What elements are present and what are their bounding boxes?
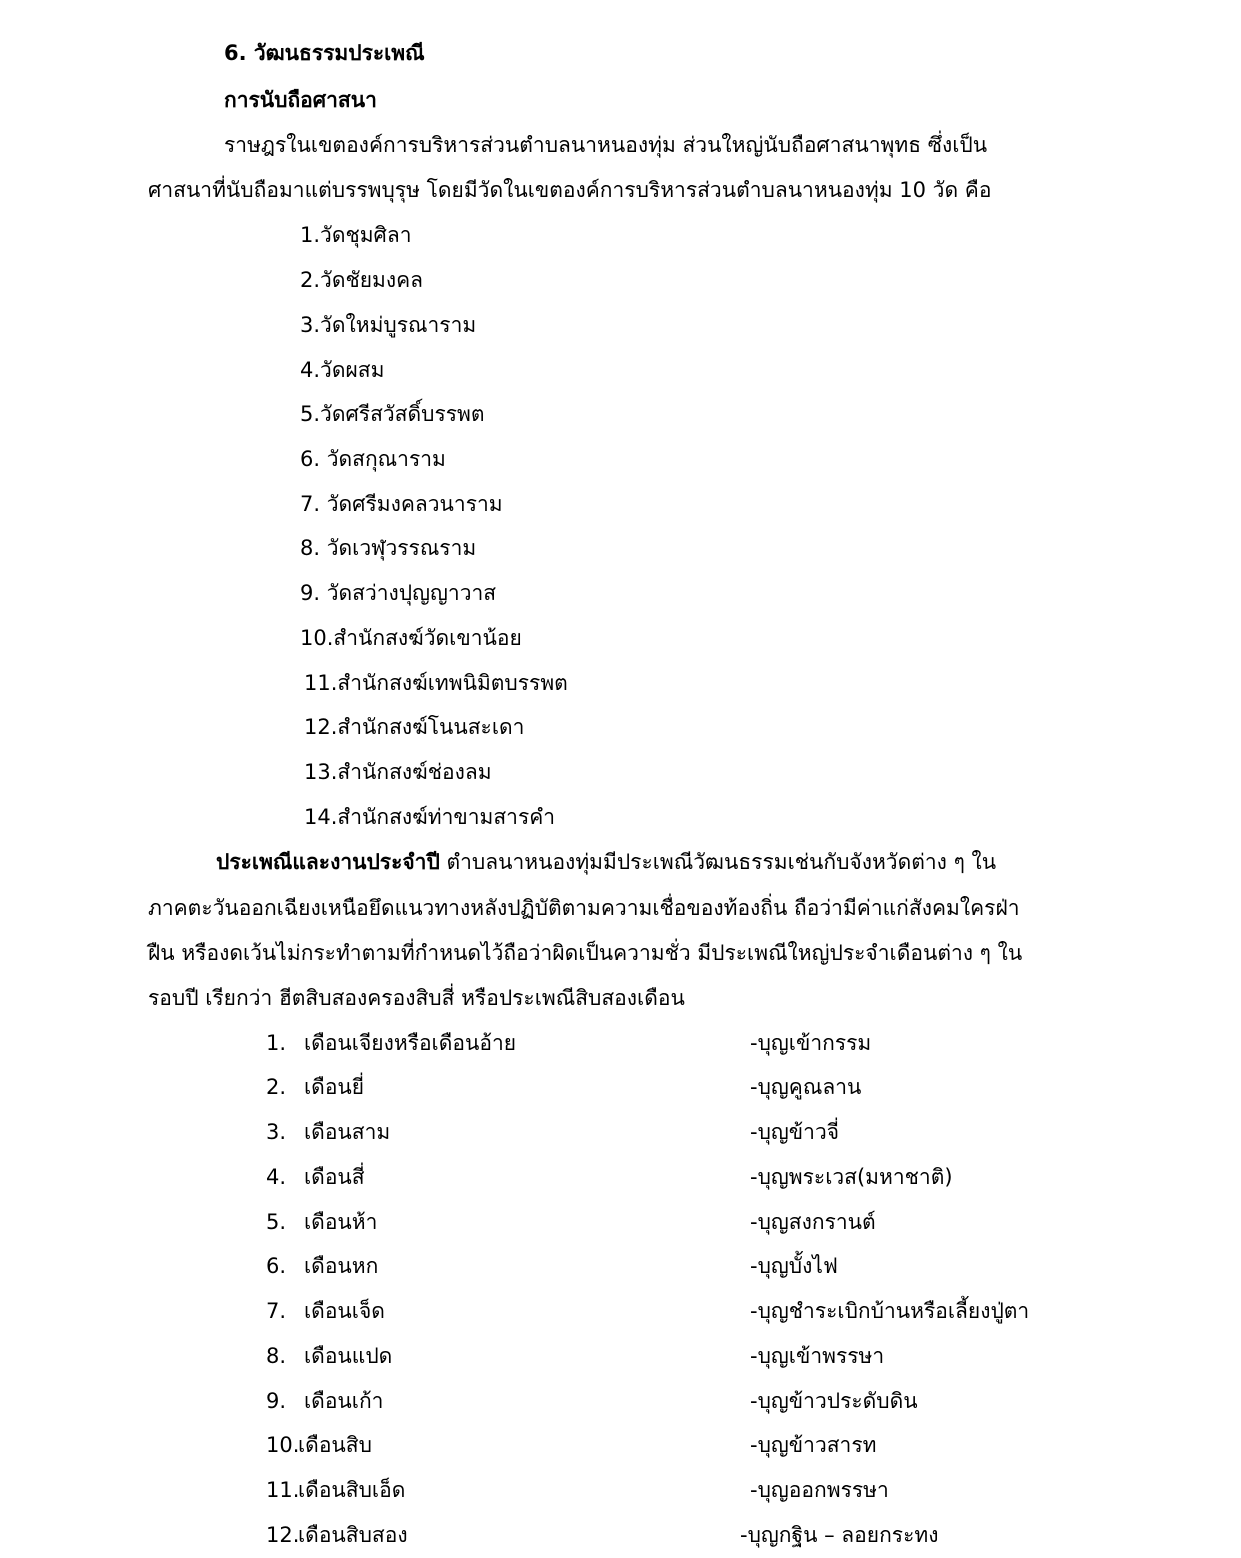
- temple-item: 13.สำนักสงฆ์ช่องลม: [304, 760, 492, 784]
- month-name: เดือนเจียงหรือเดือนอ้าย: [304, 1031, 517, 1055]
- merit-name: -บุญพระเวส(มหาชาติ): [750, 1165, 953, 1189]
- temple-item: 8. วัดเวฬุวรรณราม: [300, 536, 477, 560]
- month-number: 8.: [266, 1344, 287, 1368]
- merit-name: -บุญคูณลาน: [750, 1075, 862, 1099]
- month-name: เดือนสิบเอ็ด: [298, 1478, 406, 1502]
- month-number: 1.: [266, 1031, 287, 1055]
- merit-name: -บุญเข้าพรรษา: [750, 1344, 885, 1368]
- merit-name: -บุญบั้งไฟ: [750, 1254, 838, 1278]
- tradition-paragraph-line-4: รอบปี เรียกว่า ฮีตสิบสองครองสิบสี่ หรือประเพณีสิบสองเดือน: [148, 986, 685, 1010]
- merit-name: -บุญข้าวจี่: [750, 1120, 840, 1144]
- section-title: 6. วัฒนธรรมประเพณี: [224, 41, 425, 65]
- temple-item: 4.วัดผสม: [300, 358, 385, 382]
- merit-name: -บุญข้าวสารท: [750, 1433, 877, 1457]
- temple-item: 11.สำนักสงฆ์เทพนิมิตบรรพต: [304, 671, 568, 695]
- month-number: 7.: [266, 1299, 287, 1323]
- month-number: 6.: [266, 1254, 287, 1278]
- temple-item: 14.สำนักสงฆ์ท่าขามสารคำ: [304, 805, 556, 829]
- tradition-paragraph-line-2: ภาคตะวันออกเฉียงเหนือยึดแนวทางหลังปฏิบัติตามความเชื่อของท้องถิ่น ถือว่ามีค่าแก่สังคมใครฝ่า: [148, 896, 1020, 920]
- merit-name: -บุญกฐิน – ลอยกระทง: [740, 1523, 939, 1547]
- temple-item: 10.สำนักสงฆ์วัดเขาน้อย: [300, 626, 522, 650]
- tradition-heading: ประเพณีและงานประจำปี: [216, 850, 440, 874]
- month-number: 11.: [266, 1478, 300, 1502]
- month-number: 3.: [266, 1120, 287, 1144]
- tradition-paragraph-line-1: [216, 847, 996, 877]
- religion-paragraph-line-1: ราษฎรในเขตองค์การบริหารส่วนตำบลนาหนองทุ่ม ส่วนใหญ่นับถือศาสนาพุทธ ซึ่งเป็น: [224, 133, 988, 157]
- religion-paragraph-line-2: ศาสนาที่นับถือมาแต่บรรพบุรุษ โดยมีวัดในเขตองค์การบริหารส่วนตำบลนาหนองทุ่ม 10 วัด คือ: [148, 178, 992, 202]
- temple-item: 2.วัดชัยมงคล: [300, 268, 424, 292]
- month-number: 10.: [266, 1433, 300, 1457]
- month-number: 9.: [266, 1389, 287, 1413]
- month-number: 4.: [266, 1165, 287, 1189]
- month-name: เดือนห้า: [304, 1210, 378, 1234]
- temple-item: 5.วัดศรีสวัสดิ์บรรพต: [300, 402, 485, 426]
- tradition-paragraph-text: ตำบลนาหนองทุ่มมีประเพณีวัฒนธรรมเช่นกับจังหวัดต่าง ๆ ใน: [439, 850, 997, 874]
- temple-item: 1.วัดชุมศิลา: [300, 223, 412, 247]
- month-number: 2.: [266, 1075, 287, 1099]
- temple-item: 9. วัดสว่างปุญญาวาส: [300, 581, 497, 605]
- subsection-title: การนับถือศาสนา: [224, 88, 377, 112]
- month-number: 5.: [266, 1210, 287, 1234]
- month-name: เดือนสาม: [304, 1120, 391, 1144]
- temple-item: 3.วัดใหม่บูรณาราม: [300, 313, 477, 337]
- month-name: เดือนยี่: [304, 1075, 365, 1099]
- merit-name: -บุญออกพรรษา: [750, 1478, 889, 1502]
- merit-name: -บุญสงกรานต์: [750, 1210, 876, 1234]
- month-name: เดือนสิบสอง: [298, 1523, 408, 1547]
- month-name: เดือนเจ็ด: [304, 1299, 385, 1323]
- tradition-paragraph-line-3: ฝืน หรืองดเว้นไม่กระทำตามที่กำหนดไว้ถือว่าผิดเป็นความชั่ว มีประเพณีใหญ่ประจำเดือนต่าง ๆ ใน: [148, 941, 1023, 965]
- merit-name: -บุญเข้ากรรม: [750, 1031, 872, 1055]
- merit-name: -บุญชำระเบิกบ้านหรือเลี้ยงปู่ตา: [750, 1299, 1030, 1323]
- month-name: เดือนสิบ: [298, 1433, 372, 1457]
- temple-item: 7. วัดศรีมงคลวนาราม: [300, 492, 503, 516]
- month-number: 12.: [266, 1523, 300, 1547]
- month-name: เดือนแปด: [304, 1344, 393, 1368]
- month-name: เดือนสี่: [304, 1165, 365, 1189]
- month-name: เดือนเก้า: [304, 1389, 384, 1413]
- month-name: เดือนหก: [304, 1254, 379, 1278]
- merit-name: -บุญข้าวประดับดิน: [750, 1389, 918, 1413]
- temple-item: 6. วัดสกุณาราม: [300, 447, 446, 471]
- temple-item: 12.สำนักสงฆ์โนนสะเดา: [304, 715, 525, 739]
